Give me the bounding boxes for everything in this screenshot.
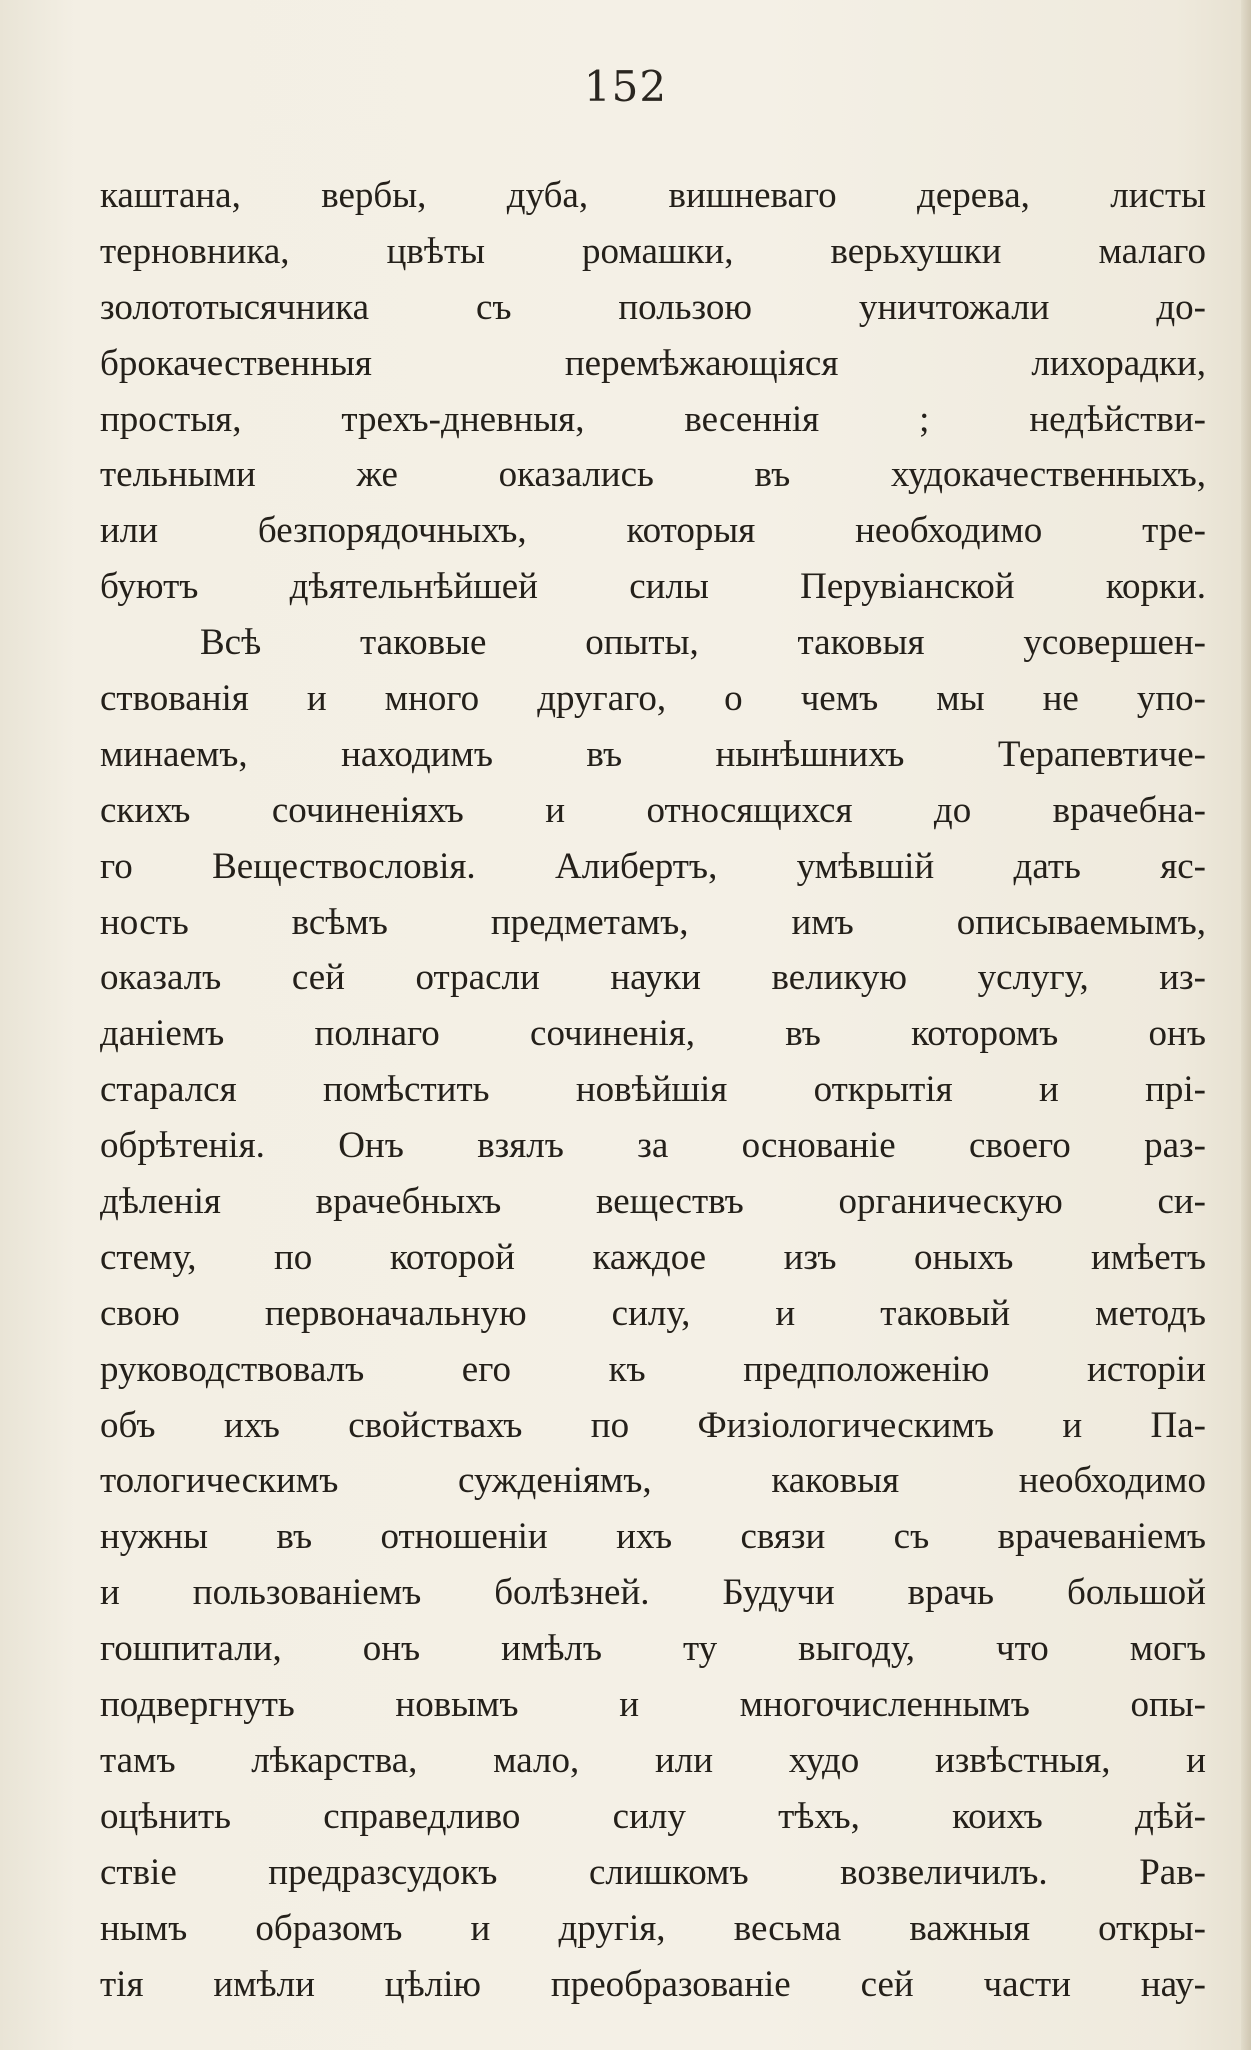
text-line: и пользованіемъ болѣзней. Будучи врачь большой bbox=[100, 1572, 1206, 1614]
text-line: терновника, цвѣты ромашки, верьхушки малаго bbox=[100, 230, 1206, 272]
text-line: нужны въ отношеніи ихъ связи съ врачеваніемъ bbox=[100, 1516, 1206, 1558]
text-line: ствіе предразсудокъ слишкомъ возвеличилъ. Рав- bbox=[100, 1851, 1206, 1893]
text-line: объ ихъ свойствахъ по Физіологическимъ и Па- bbox=[100, 1404, 1206, 1446]
text-line: стему, по которой каждое изъ оныхъ имѣетъ bbox=[100, 1236, 1206, 1278]
text-line: нымъ образомъ и другія, весьма важныя откры- bbox=[100, 1907, 1206, 1949]
text-line: ствованія и много другаго, о чемъ мы не упо- bbox=[100, 678, 1206, 720]
text-line: даніемъ полнаго сочиненія, въ которомъ онъ bbox=[100, 1013, 1206, 1055]
text-line: свою первоначальную силу, и таковый методъ bbox=[100, 1292, 1206, 1334]
text-line: гошпитали, онъ имѣлъ ту выгоду, что могъ bbox=[100, 1628, 1206, 1670]
text-line: брокачественныя перемѣжающіяся лихорадки, bbox=[100, 342, 1206, 384]
text-line: простыя, трехъ-дневныя, весеннія ; недѣйстви- bbox=[100, 398, 1206, 440]
text-line: оказалъ сей отрасли науки великую услугу, из- bbox=[100, 957, 1206, 999]
text-line: подвергнуть новымъ и многочисленнымъ опы- bbox=[100, 1684, 1206, 1726]
text-line: го Веществословія. Алибертъ, умѣвшій дать яс- bbox=[100, 845, 1206, 887]
text-line: тологическимъ сужденіямъ, каковыя необходимо bbox=[100, 1460, 1206, 1502]
text-line: тія имѣли цѣлію преобразованіе сей части нау- bbox=[100, 1963, 1206, 2005]
text-line: или безпорядочныхъ, которыя необходимо тре- bbox=[100, 510, 1206, 552]
text-line: каштана, вербы, дуба, вишневаго дерева, листы bbox=[100, 175, 1206, 216]
text-line: скихъ сочиненіяхъ и относящихся до врачебна- bbox=[100, 789, 1206, 831]
text-line: оцѣнить справедливо силу тѣхъ, коихъ дѣй- bbox=[100, 1795, 1206, 1837]
text-line: буютъ дѣятельнѣйшей силы Перувіанской корки. bbox=[100, 566, 1206, 608]
text-line: минаемъ, находимъ въ нынѣшнихъ Терапевтиче- bbox=[100, 733, 1206, 775]
page-number: 152 bbox=[583, 62, 668, 111]
text-line: тамъ лѣкарства, мало, или худо извѣстныя, и bbox=[100, 1739, 1206, 1781]
page-spine-shadow bbox=[1241, 0, 1251, 2050]
text-line: дѣленія врачебныхъ веществъ органическую си- bbox=[100, 1181, 1206, 1223]
text-line: старался помѣстить новѣйшія открытія и прі- bbox=[100, 1069, 1206, 1111]
text-line: золототысячника съ пользою уничтожали до- bbox=[100, 286, 1206, 328]
text-line: руководствовалъ его къ предположенію исторіи bbox=[100, 1348, 1206, 1390]
text-line: ность всѣмъ предметамъ, имъ описываемымъ, bbox=[100, 901, 1206, 943]
text-line: обрѣтенія. Онъ взялъ за основаніе своего раз- bbox=[100, 1125, 1206, 1167]
body-text bbox=[100, 168, 1206, 2012]
text-line: тельными же оказались въ худокачественныхъ, bbox=[100, 454, 1206, 496]
text-line: Всѣ таковые опыты, таковыя усовершен- bbox=[200, 622, 1206, 664]
